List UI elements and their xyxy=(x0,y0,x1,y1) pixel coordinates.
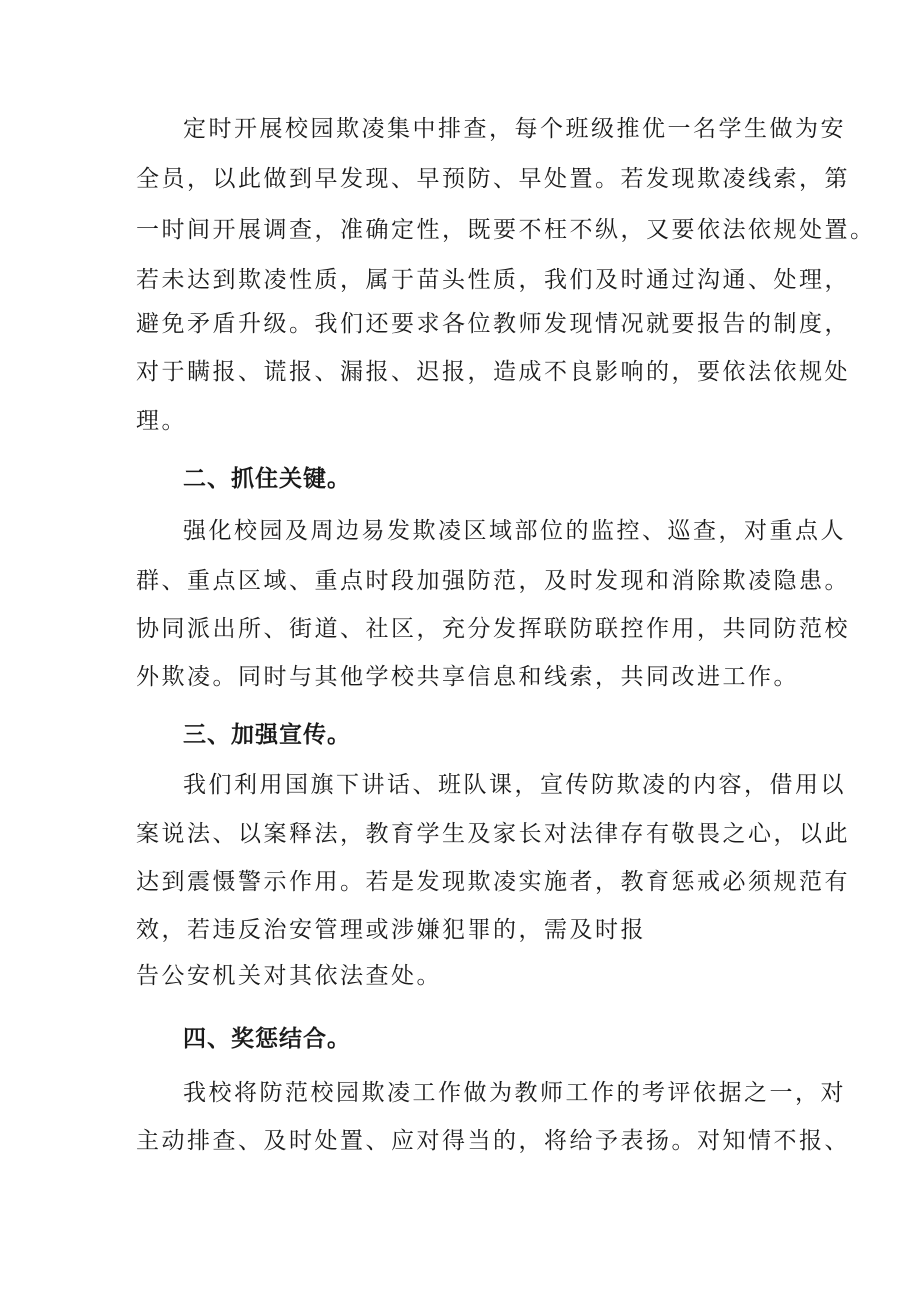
section-heading-3: 三、加强宣传。 xyxy=(183,722,351,748)
paragraph-4-line-2: 主动排查、及时处置、应对得当的，将给予表扬。对知情不报、 xyxy=(136,1128,850,1154)
paragraph-2-line-2: 群、重点区域、重点时段加强防范，及时发现和消除欺凌隐患。 xyxy=(136,568,850,594)
paragraph-2-line-3: 协同派出所、街道、社区，充分发挥联防联控作用，共同防范校 xyxy=(136,616,850,642)
paragraph-1-line-3: 一时间开展调查，准确定性，既要不枉不纵，又要依法依规处置。 xyxy=(136,217,876,243)
section-heading-4: 四、奖惩结合。 xyxy=(183,1026,351,1052)
paragraph-3-line-1: 我们利用国旗下讲话、班队课，宣传防欺凌的内容，借用以 xyxy=(183,772,846,798)
paragraph-1-line-4: 若未达到欺凌性质，属于苗头性质，我们及时通过沟通、处理， xyxy=(136,267,850,293)
paragraph-3-line-5: 告公安机关对其依法查处。 xyxy=(136,963,442,989)
paragraph-1-line-7: 理。 xyxy=(136,408,187,434)
paragraph-2-line-1: 强化校园及周边易发欺凌区域部位的监控、巡查，对重点人 xyxy=(183,518,846,544)
paragraph-1-line-5: 避免矛盾升级。我们还要求各位教师发现情况就要报告的制度， xyxy=(136,311,850,337)
paragraph-4-line-1: 我校将防范校园欺凌工作做为教师工作的考评依据之一，对 xyxy=(183,1080,846,1106)
section-heading-2: 二、抓住关键。 xyxy=(183,466,351,492)
paragraph-1-line-6: 对于瞒报、谎报、漏报、迟报，造成不良影响的，要依法依规处 xyxy=(136,359,850,385)
paragraph-3-line-3: 达到震慑警示作用。若是发现欺凌实施者，教育惩戒必须规范有 xyxy=(136,869,850,895)
paragraph-3-line-4: 效，若违反治安管理或涉嫌犯罪的，需及时报 xyxy=(136,917,646,943)
paragraph-3-line-2: 案说法、以案释法，教育学生及家长对法律存有敬畏之心，以此 xyxy=(136,821,850,847)
paragraph-1-line-1: 定时开展校园欺凌集中排查，每个班级推优一名学生做为安 xyxy=(183,116,846,142)
paragraph-2-line-4: 外欺凌。同时与其他学校共享信息和线索，共同改进工作。 xyxy=(136,664,799,690)
paragraph-1-line-2: 全员，以此做到早发现、早预防、早处置。若发现欺凌线索，第 xyxy=(136,166,850,192)
